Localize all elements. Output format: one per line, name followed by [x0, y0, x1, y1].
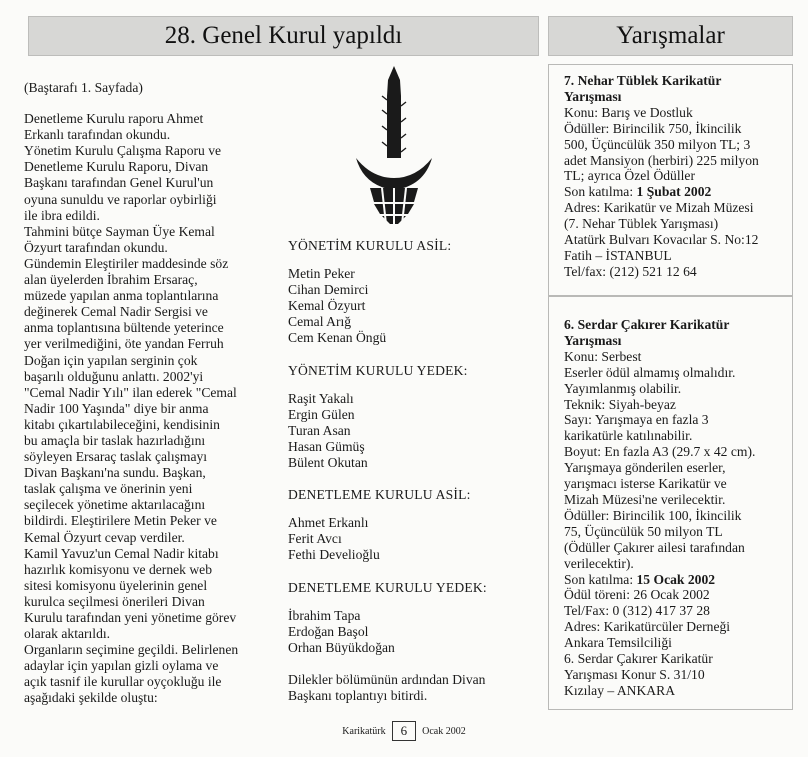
- member-name: Erdoğan Başol: [288, 623, 369, 639]
- board-section: [288, 487, 538, 563]
- article-line: Doğan için yapılan serginin çok: [24, 352, 198, 368]
- detail-line: adet Mansiyon (herbiri) 225 milyon: [564, 152, 759, 168]
- member-list: [288, 608, 538, 656]
- member-name: Fethi Develioğlu: [288, 547, 380, 563]
- member-name: Orhan Büyükdoğan: [288, 639, 395, 655]
- footer-date: Ocak 2002: [422, 725, 466, 737]
- article-line: kurulca seçilmesi önerileri Divan: [24, 593, 205, 609]
- article-column-left: [24, 80, 270, 707]
- article-line: alan üyelerden İbrahim Ersaraç,: [24, 272, 198, 288]
- article-line: "Cemal Nadir Yılı" ilan ederek "Cemal: [24, 384, 237, 400]
- section-title: YÖNETİM KURULU ASİL:: [288, 238, 452, 253]
- detail-line: Konu: Serbest: [564, 348, 642, 364]
- board-members-column: [288, 238, 538, 704]
- article-body: [24, 111, 270, 706]
- article-line: Kamil Yavuz'un Cemal Nadir kitabı: [24, 545, 219, 561]
- page-footer: [0, 721, 808, 741]
- member-name: Cem Kenan Öngü: [288, 330, 387, 346]
- section-title: DENETLEME KURULU ASİL:: [288, 487, 471, 503]
- article-line: aşağıdaki şekilde oluştu:: [24, 690, 158, 706]
- member-name: Raşit Yakalı: [288, 390, 354, 406]
- detail-line: Mizah Müzesi'ne verilecektir.: [564, 491, 726, 507]
- detail-line: yarışmacı isterse Karikatür ve: [564, 476, 727, 492]
- article-line: müzede yapılan anma toplantılarına: [24, 288, 219, 304]
- member-name: Bülent Okutan: [288, 455, 368, 471]
- detail-line: Sayı: Yarışmaya en fazla 3: [564, 412, 709, 428]
- member-name: Hasan Gümüş: [288, 438, 365, 454]
- address-line: Adres: Karikatür ve Mizah Müzesi: [564, 200, 754, 216]
- article-title-banner: [28, 16, 539, 56]
- article-line: açık tasnif ile kurullar oyçokluğu ile: [24, 674, 222, 690]
- article-line: ile ibra edildi.: [24, 207, 100, 223]
- competition-title: 7. Nehar Tüblek Karikatür: [564, 73, 722, 88]
- article-line: Kemal Özyurt cevap verdiler.: [24, 529, 185, 545]
- board-section: [288, 580, 538, 656]
- footer-publication: Karikatürk: [342, 725, 386, 737]
- member-name: Ergin Gülen: [288, 406, 355, 422]
- competition-address: [564, 587, 782, 698]
- member-name: Turan Asan: [288, 422, 351, 438]
- article-line: taslak çalışma ve önerinin yeni: [24, 481, 193, 497]
- continued-note: (Baştarafı 1. Sayfada): [24, 80, 143, 95]
- article-line: yer verilmediğini, öte yandan Ferruh: [24, 336, 224, 352]
- member-name: Kemal Özyurt: [288, 298, 366, 314]
- page-number: 6: [392, 721, 417, 741]
- address-line: Yarışması Konur S. 31/10: [564, 666, 705, 682]
- member-list: [288, 391, 538, 471]
- closing-line: Dilekler bölümünün ardından Divan: [288, 671, 486, 687]
- competition-title: Yarışması: [564, 332, 622, 348]
- competition-title: Yarışması: [564, 88, 622, 104]
- competition-address: [564, 200, 782, 280]
- article-line: söyleyen Ersaraç taslak çalışmayı: [24, 449, 208, 465]
- address-line: Adres: Karikatürcüler Derneği: [564, 619, 731, 635]
- address-line: 6. Serdar Çakırer Karikatür: [564, 651, 713, 667]
- deadline-label: Son katılma:: [564, 571, 637, 587]
- competition-details: [564, 105, 782, 185]
- address-line: Atatürk Bulvarı Kovacılar S. No:12: [564, 232, 759, 248]
- member-name: Cemal Arığ: [288, 314, 352, 330]
- article-line: Başkanı tarafından Genel Kurul'un: [24, 175, 214, 191]
- competitions-title-banner: [548, 16, 793, 56]
- address-line: Ödül töreni: 26 Ocak 2002: [564, 587, 710, 603]
- address-line: Ankara Temsilciliği: [564, 635, 672, 651]
- competitions-title: Yarışmalar: [616, 22, 725, 49]
- address-line: Tel/fax: (212) 521 12 64: [564, 263, 697, 279]
- detail-line: Teknik: Siyah-beyaz: [564, 396, 676, 412]
- address-line: Tel/Fax: 0 (312) 417 37 28: [564, 603, 710, 619]
- cactus-globe-emblem-icon: [354, 66, 434, 224]
- competition-box-nehar-tublek: [548, 64, 793, 296]
- competition-box-serdar-cakirer: [548, 296, 793, 710]
- deadline-line: [564, 184, 782, 200]
- article-line: Özyurt tarafından okundu.: [24, 239, 168, 255]
- member-name: Ferit Avcı: [288, 531, 342, 547]
- detail-line: Yarışmaya gönderilen eserler,: [564, 460, 726, 476]
- detail-line: Eserler ödül almamış olmalıdır.: [564, 364, 736, 380]
- article-line: olarak aktarıldı.: [24, 626, 111, 642]
- address-line: Kızılay – ANKARA: [564, 682, 676, 698]
- member-name: Cihan Demirci: [288, 282, 369, 298]
- article-line: hazırlık komisyonu ve dernek web: [24, 561, 212, 577]
- deadline-line: [564, 572, 782, 588]
- detail-line: Boyut: En fazla A3 (29.7 x 42 cm).: [564, 444, 756, 460]
- article-line: seçilecek yönetime aktarılacağını: [24, 497, 206, 513]
- detail-line: Yayımlanmış olabilir.: [564, 380, 682, 396]
- detail-line: karikatürle katılınabilir.: [564, 428, 693, 444]
- deadline-value: 1 Şubat 2002: [636, 184, 712, 200]
- closing-note: [288, 672, 538, 704]
- article-line: bu amaçla bir taslak hazırladığını: [24, 432, 206, 448]
- detail-line: Ödüller: Birincilik 750, İkincilik: [564, 120, 742, 136]
- competition-title: 6. Serdar Çakırer Karikatür: [564, 317, 730, 332]
- article-line: anma toplantısına bültende yeterince: [24, 320, 224, 336]
- article-line: başarılı olduğunu anlattı. 2002'yi: [24, 368, 204, 384]
- article-line: adaylar için yapılan gizli oylama ve: [24, 658, 219, 674]
- detail-line: Konu: Barış ve Dostluk: [564, 104, 693, 120]
- article-title: 28. Genel Kurul yapıldı: [164, 22, 403, 49]
- article-line: Kurulu tarafından yeni yönetime görev: [24, 610, 237, 625]
- address-line: (7. Nehar Tüblek Yarışması): [564, 216, 719, 232]
- deadline-value: 15 Ocak 2002: [636, 571, 716, 587]
- deadline-label: Son katılma:: [564, 184, 637, 200]
- article-line: Nadir 100 Yaşında" diye bir anma: [24, 400, 209, 416]
- article-line: Divan Başkanı'na sundu. Başkan,: [24, 465, 206, 481]
- detail-line: Ödüller: Birincilik 100, İkincilik: [564, 507, 742, 523]
- article-line: kitabı çıkartılabileceğini, kendisinin: [24, 416, 220, 432]
- section-title: YÖNETİM KURULU YEDEK:: [288, 362, 468, 378]
- section-title: DENETLEME KURULU YEDEK:: [288, 579, 487, 595]
- article-line: Yönetim Kurulu Çalışma Raporu ve: [24, 143, 222, 159]
- member-name: Metin Peker: [288, 266, 355, 282]
- article-line: bildirdi. Eleştirilere Metin Peker ve: [24, 513, 217, 529]
- closing-line: Başkanı toplantıyı bitirdi.: [288, 687, 428, 703]
- article-line: sitesi komisyonu üyelerinin genel: [24, 577, 208, 593]
- board-section: [288, 238, 538, 347]
- board-sections: [288, 238, 538, 656]
- article-line: Denetleme Kurulu raporu Ahmet: [24, 111, 204, 127]
- detail-line: 500, Üçüncülük 350 milyon TL; 3: [564, 136, 751, 152]
- article-line: Organların seçimine geçildi. Belirlenen: [24, 642, 239, 658]
- member-list: [288, 515, 538, 563]
- member-name: Ahmet Erkanlı: [288, 515, 369, 531]
- article-line: Gündemin Eleştiriler maddesinde söz: [24, 255, 229, 271]
- member-list: [288, 266, 538, 346]
- article-line: Tahmini bütçe Sayman Üye Kemal: [24, 223, 215, 239]
- detail-line: (Ödüller Çakırer ailesi tarafından: [564, 539, 745, 555]
- detail-line: TL; ayrıca Özel Ödüller: [564, 168, 695, 184]
- address-line: Fatih – İSTANBUL: [564, 247, 672, 263]
- board-section: [288, 363, 538, 472]
- article-line: değinerek Cemal Nadir Sergisi ve: [24, 304, 208, 320]
- article-line: Erkanlı tarafından okundu.: [24, 127, 171, 143]
- detail-line: 75, Üçüncülük 50 milyon TL: [564, 523, 723, 539]
- article-line: oyuna sunuldu ve raporlar oybirliği: [24, 191, 217, 207]
- detail-line: verilecektir).: [564, 555, 634, 571]
- member-name: İbrahim Tapa: [288, 607, 361, 623]
- article-line: Denetleme Kurulu Raporu, Divan: [24, 159, 209, 175]
- competition-details: [564, 349, 782, 572]
